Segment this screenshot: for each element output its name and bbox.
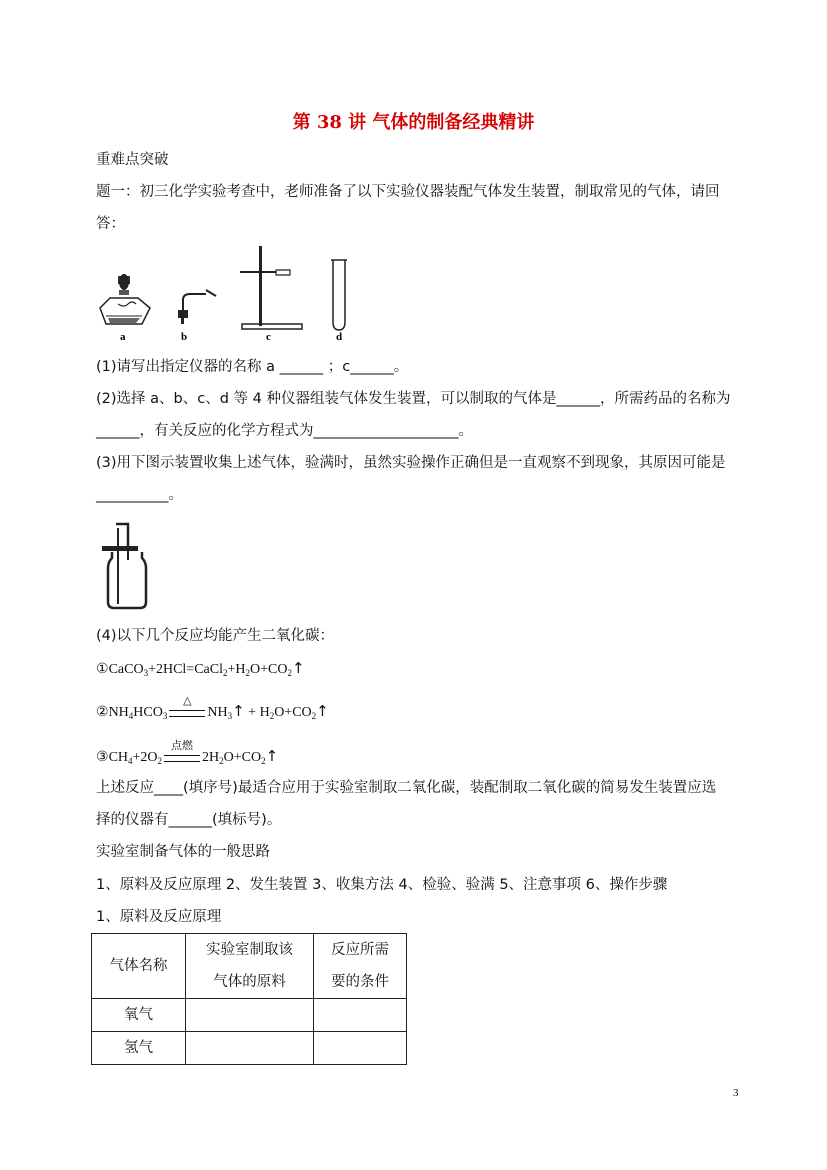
stopper-tube-icon	[178, 290, 216, 324]
materials-table	[91, 933, 407, 1065]
ignition-condition: 点燃	[162, 745, 202, 765]
gas-collecting-bottle-figure	[100, 520, 160, 612]
general-steps: 1、原料及反应原理 2、发生装置 3、收集方法 4、检验、验满 5、注意事项 6、操作步骤	[96, 877, 668, 893]
question-text-cont: 答：	[96, 216, 125, 232]
question-text: 题一：初三化学实验考查中，老师准备了以下实验仪器装配气体发生装置，制取常见的气体，请回	[96, 184, 720, 200]
header-gas-name: 气体名称	[92, 934, 186, 999]
cell-materials	[186, 1032, 314, 1065]
cell-gas: 氢气	[92, 1032, 186, 1065]
question-2-cont: ______，有关反应的化学方程式为____________________。	[96, 423, 473, 439]
gas-bottle-icon	[102, 524, 146, 608]
question-4-text-cont: 择的仪器有______(填标号)。	[96, 812, 282, 828]
question-2: (2)选择 a、b、c、d 等 4 种仪器组装气体发生装置，可以制取的气体是______，所需药品的名称为	[96, 391, 731, 407]
up-arrow-icon: ↑	[316, 702, 329, 720]
page-number: 3	[733, 1087, 739, 1099]
heat-triangle-icon: △	[183, 695, 192, 707]
table-row	[92, 1032, 407, 1065]
header-conditions: 反应所需 要的条件	[314, 934, 407, 999]
question-3-cont: __________。	[96, 487, 183, 503]
reaction-1: $①CaCO_3+2HCl=CaCl_2+H_2O+CO_2↑$	[96, 659, 305, 678]
question-4: (4)以下几个反应均能产生二氧化碳：	[96, 628, 335, 644]
question-3: (3)用下图示装置收集上述气体，验满时，虽然实验操作正确但是一直观察不到现象，其原因可能是	[96, 455, 726, 471]
label-c: c	[266, 331, 271, 343]
label-d: d	[336, 331, 343, 343]
cell-gas: 氧气	[92, 999, 186, 1032]
iron-stand-icon	[240, 246, 302, 329]
page-title: 第 38 讲 气体的制备经典精讲	[292, 112, 535, 133]
reaction-2: $②NH_4HCO_3$ △ $NH_3↑$ + $H_2O+CO_2↑$	[96, 700, 329, 723]
label-a: a	[120, 331, 126, 343]
cell-conditions	[314, 1032, 407, 1065]
up-arrow-icon: ↑	[232, 702, 245, 720]
question-4-text: 上述反应____(填序号)最适合应用于实验室制取二氧化碳，装配制取二氧化碳的简易发生装置应选	[96, 780, 717, 796]
up-arrow-icon: ↑	[265, 747, 279, 765]
header-materials: 实验室制取该 气体的原料	[186, 934, 314, 999]
sub-heading: 1、原料及反应原理	[96, 909, 222, 925]
table-header-row	[92, 934, 407, 999]
test-tube-icon	[331, 260, 347, 330]
apparatus-figure	[96, 244, 366, 344]
alcohol-lamp-icon	[100, 274, 150, 324]
reaction-3: $③CH_4+2O_2$ 点燃 $2H_2O+CO_2↑$	[96, 739, 279, 766]
general-heading: 实验室制备气体的一般思路	[96, 844, 270, 860]
cell-conditions	[314, 999, 407, 1032]
section-heading: 重难点突破	[96, 152, 169, 168]
table-row	[92, 999, 407, 1032]
heat-condition	[167, 695, 207, 720]
label-b: b	[181, 331, 188, 343]
question-1: (1)请写出指定仪器的名称 a ______ ；c______。	[96, 359, 409, 375]
cell-materials	[186, 999, 314, 1032]
up-arrow-icon: ↑	[291, 659, 305, 677]
